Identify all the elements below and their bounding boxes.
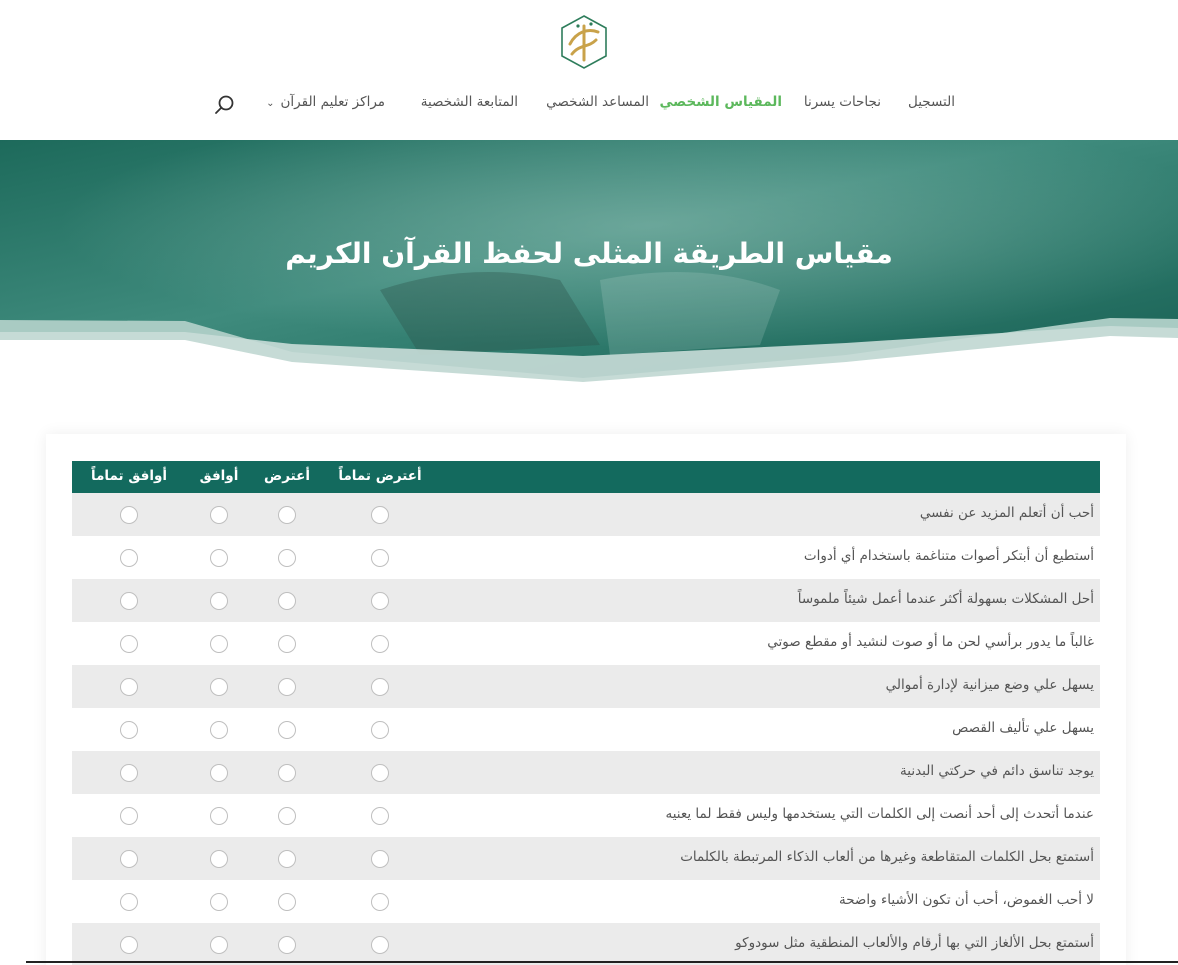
radio-strongly-disagree[interactable] bbox=[371, 549, 389, 567]
statement-text: يسهل علي وضع ميزانية لإدارة أموالي bbox=[885, 677, 1094, 693]
table-row bbox=[72, 794, 1100, 837]
statement-text: أستمتع بحل الألغاز التي بها أرقام والألعاب المنطقية مثل سودوكو bbox=[735, 935, 1094, 951]
radio-strongly-agree[interactable] bbox=[120, 678, 138, 696]
radio-strongly-disagree[interactable] bbox=[371, 721, 389, 739]
radio-disagree[interactable] bbox=[278, 678, 296, 696]
table-row bbox=[72, 579, 1100, 622]
statement-text: يسهل علي تأليف القصص bbox=[952, 720, 1094, 736]
radio-disagree[interactable] bbox=[278, 549, 296, 567]
radio-agree[interactable] bbox=[210, 678, 228, 696]
radio-disagree[interactable] bbox=[278, 936, 296, 954]
chevron-down-icon: ⌄ bbox=[266, 98, 275, 109]
table-row bbox=[72, 837, 1100, 880]
radio-strongly-disagree[interactable] bbox=[371, 936, 389, 954]
table-row bbox=[72, 923, 1100, 965]
radio-agree[interactable] bbox=[210, 936, 228, 954]
radio-agree[interactable] bbox=[210, 807, 228, 825]
main-nav bbox=[200, 94, 960, 118]
radio-strongly-disagree[interactable] bbox=[371, 678, 389, 696]
statement-text: يوجد تناسق دائم في حركتي البدنية bbox=[900, 763, 1094, 779]
table-row bbox=[72, 622, 1100, 665]
radio-strongly-disagree[interactable] bbox=[371, 893, 389, 911]
search-icon[interactable] bbox=[214, 94, 236, 116]
column-disagree: أعترض bbox=[264, 468, 310, 484]
table-row bbox=[72, 880, 1100, 923]
page-title: مقياس الطريقة المثلى لحفظ القرآن الكريم bbox=[285, 237, 893, 270]
radio-disagree[interactable] bbox=[278, 850, 296, 868]
radio-strongly-disagree[interactable] bbox=[371, 850, 389, 868]
statement-text: أستمتع بحل الكلمات المتقاطعة وغيرها من ألعاب الذكاء المرتبطة بالكلمات bbox=[680, 849, 1094, 865]
column-agree: أوافق bbox=[199, 468, 239, 484]
radio-strongly-disagree[interactable] bbox=[371, 592, 389, 610]
radio-strongly-agree[interactable] bbox=[120, 893, 138, 911]
radio-strongly-agree[interactable] bbox=[120, 721, 138, 739]
nav-item-personal-scale[interactable]: المقياس الشخصي bbox=[659, 94, 782, 110]
statement-text: غالباً ما يدور برأسي لحن ما أو صوت لنشيد أو مقطع صوتي bbox=[767, 634, 1094, 650]
logo-icon[interactable] bbox=[558, 14, 610, 72]
nav-item-successes[interactable]: نجاحات يسرنا bbox=[803, 94, 881, 110]
table-row bbox=[72, 493, 1100, 536]
radio-strongly-agree[interactable] bbox=[120, 592, 138, 610]
nav-item-label: مراكز تعليم القرآن bbox=[280, 94, 385, 110]
radio-agree[interactable] bbox=[210, 893, 228, 911]
radio-agree[interactable] bbox=[210, 549, 228, 567]
statement-text: أحب أن أتعلم المزيد عن نفسي bbox=[919, 505, 1094, 521]
nav-item-personal-assistant[interactable]: المساعد الشخصي bbox=[546, 94, 649, 110]
radio-disagree[interactable] bbox=[278, 506, 296, 524]
table-row bbox=[72, 665, 1100, 708]
divider bbox=[26, 961, 1178, 963]
radio-strongly-agree[interactable] bbox=[120, 549, 138, 567]
radio-agree[interactable] bbox=[210, 721, 228, 739]
radio-strongly-disagree[interactable] bbox=[371, 635, 389, 653]
radio-agree[interactable] bbox=[210, 764, 228, 782]
radio-strongly-agree[interactable] bbox=[120, 807, 138, 825]
table-row bbox=[72, 751, 1100, 794]
nav-item-quran-centers[interactable] bbox=[266, 94, 385, 110]
radio-strongly-disagree[interactable] bbox=[371, 807, 389, 825]
nav-item-registration[interactable]: التسجيل bbox=[908, 94, 955, 110]
statement-text: أستطيع أن أبتكر أصوات متناغمة باستخدام أي أدوات bbox=[803, 548, 1094, 564]
statement-text: عندما أتحدث إلى أحد أنصت إلى الكلمات التي يستخدمها وليس فقط لما يعنيه bbox=[665, 806, 1094, 822]
table-row bbox=[72, 708, 1100, 751]
radio-strongly-agree[interactable] bbox=[120, 764, 138, 782]
radio-disagree[interactable] bbox=[278, 721, 296, 739]
radio-agree[interactable] bbox=[210, 635, 228, 653]
radio-strongly-agree[interactable] bbox=[120, 936, 138, 954]
statement-text: لا أحب الغموض، أحب أن تكون الأشياء واضحة bbox=[838, 892, 1094, 908]
radio-strongly-agree[interactable] bbox=[120, 635, 138, 653]
radio-strongly-agree[interactable] bbox=[120, 850, 138, 868]
survey-card bbox=[46, 434, 1126, 965]
site-header bbox=[0, 0, 1178, 140]
statement-text: أحل المشكلات بسهولة أكثر عندما أعمل شيئاً ملموساً bbox=[797, 591, 1094, 607]
nav-item-personal-followup[interactable]: المتابعة الشخصية bbox=[420, 94, 518, 110]
radio-disagree[interactable] bbox=[278, 893, 296, 911]
column-strongly-agree: أوافق تماماً bbox=[91, 468, 167, 484]
radio-agree[interactable] bbox=[210, 506, 228, 524]
radio-strongly-disagree[interactable] bbox=[371, 764, 389, 782]
radio-disagree[interactable] bbox=[278, 592, 296, 610]
hero-banner bbox=[0, 140, 1178, 385]
column-strongly-disagree: أعترض تماماً bbox=[338, 468, 422, 484]
radio-disagree[interactable] bbox=[278, 807, 296, 825]
survey-table-header bbox=[72, 461, 1100, 493]
radio-agree[interactable] bbox=[210, 850, 228, 868]
table-row bbox=[72, 536, 1100, 579]
radio-strongly-disagree[interactable] bbox=[371, 506, 389, 524]
radio-disagree[interactable] bbox=[278, 635, 296, 653]
radio-agree[interactable] bbox=[210, 592, 228, 610]
radio-disagree[interactable] bbox=[278, 764, 296, 782]
radio-strongly-agree[interactable] bbox=[120, 506, 138, 524]
